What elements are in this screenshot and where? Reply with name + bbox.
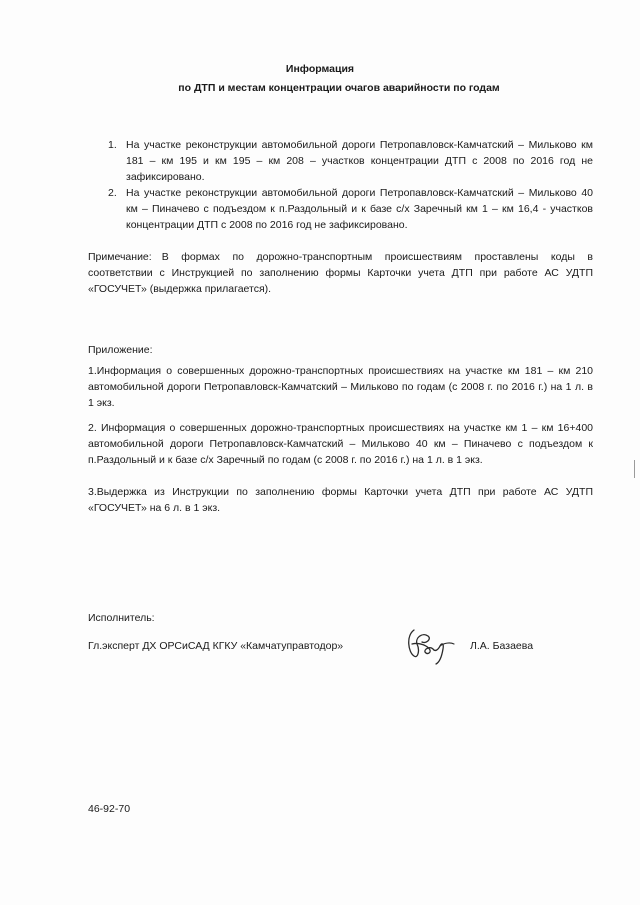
list-item-text: На участке реконструкции автомобильной дороги Петропавловск-Камчатский – Мильково 40 км – Пиначево с подъездом к п.Раздольный и к базе с/х Заречный км 1 – км 16,4 - участков концентрации ДТП с 2008 по 2016 год не зафиксировано. <box>126 187 593 231</box>
note-paragraph <box>88 249 593 297</box>
note-label: Примечание: <box>88 251 152 263</box>
scan-artifact <box>634 460 635 478</box>
list-item-number: 2. <box>108 187 117 200</box>
appendix-item: 3.Выдержка из Инструкции по заполнению формы Карточки учета ДТП при работе АС УДТП «ГОСУЧЕТ» на 6 л. в 1 экз. <box>88 486 593 514</box>
findings-list <box>88 138 593 235</box>
list-item-number: 1. <box>108 139 117 151</box>
executor-label: Исполнитель: <box>88 612 155 624</box>
note-text: В формах по дорожно-транспортным происшествиям проставлены коды в соответствии с Инструкцией по заполнению формы Карточки учета ДТП при работе АС УДТП «ГОСУЧЕТ» (выдержка прилагается). <box>88 251 593 295</box>
list-item <box>88 138 593 185</box>
phone-number: 46-92-70 <box>88 803 131 815</box>
list-item <box>88 186 593 233</box>
document-subtitle: по ДТП и местам концентрации очагов аварийности по годам <box>178 82 500 94</box>
appendix-item: 1.Информация о совершенных дорожно-транспортных происшествиях на участке км 181 – км 210 автомобильной дороги Петропавловск-Камчатский – Мильково по годам (с 2008 г. по 2016 г.) на 1 л. в 1 экз. <box>88 365 593 409</box>
document-header <box>0 60 640 98</box>
appendix-item: 2. Информация о совершенных дорожно-транспортных происшествиях на участке км 1 – км 16+400 автомобильной дороги Петропавловск-Камчатский – Мильково 40 км – Пиначево с подъездом к п.Раздольный и к базе с/х Заречный по годам (с 2008 г. по 2016 г.) на 1 л. в 1 экз. <box>88 422 593 466</box>
signature-row <box>88 640 593 670</box>
list-item-text: На участке реконструкции автомобильной дороги Петропавловск-Камчатский – Мильково км 181 – км 195 и км 195 – км 208 – участков концентрации ДТП с 2008 по 2016 год не зафиксировано. <box>126 139 593 183</box>
signer-name: Л.А. Базаева <box>470 640 534 652</box>
document-title: Информация <box>285 63 355 75</box>
appendix-title: Приложение: <box>88 344 153 356</box>
handwritten-signature-icon <box>400 622 460 666</box>
signer-position: Гл.эксперт ДХ ОРСиСАД КГКУ «Камчатуправтодор» <box>88 640 344 652</box>
